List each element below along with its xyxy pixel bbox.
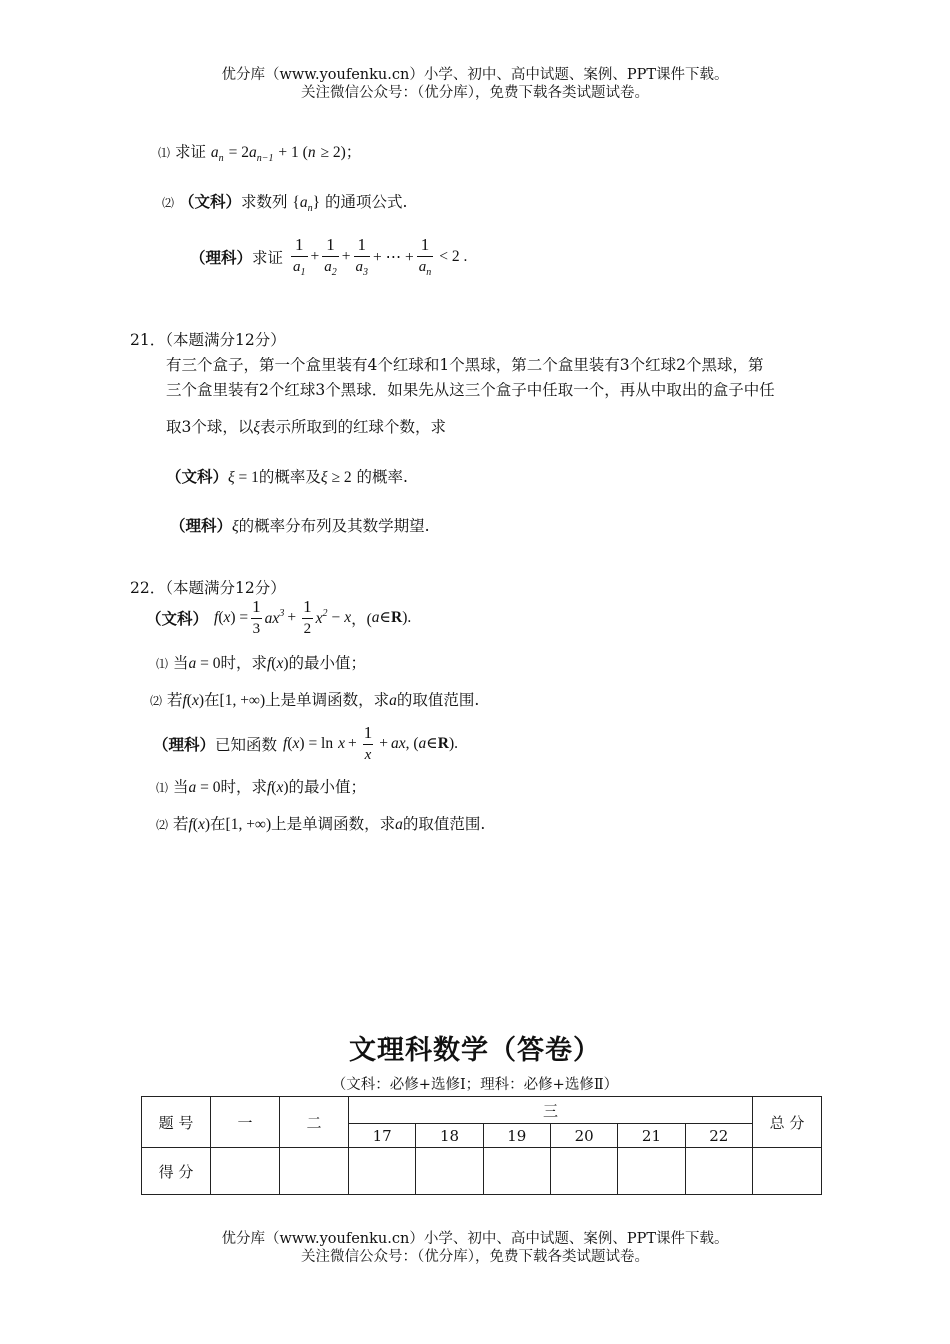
page-footer-line-2: 关注微信公众号：（优分库），免费下载各类试题试卷。 (301, 1249, 649, 1265)
answer-sheet-subtitle: （文科：必修+选修Ⅰ；理科：必修+选修Ⅱ） (331, 1077, 619, 1093)
score-cell-18[interactable] (416, 1148, 483, 1195)
q21-line-1: 有三个盒子，第一个盒里装有4个红球和1个黑球，第二个盒里装有3个红球2个黑球，第 (166, 356, 764, 374)
q22-wenke-part1: ⑴ 当a = 0时，求f(x)的最小值； (156, 654, 367, 672)
q20-part1: ⑴ 求证 $a_n = 2a_{n-1} + 1$ (n ≥ 2)； (158, 143, 362, 164)
page-header-line-1: 优分库（www.youfenku.cn）小学、初中、高中试题、案例、PPT课件下载。 (221, 67, 729, 83)
score-table (141, 1096, 822, 1195)
q21-header: 21．（本题满分12分） (130, 331, 286, 349)
answer-sheet-title: 文理科数学（答卷） (349, 1035, 601, 1066)
section-2-header: 二 (280, 1097, 349, 1148)
score-cell-22[interactable] (685, 1148, 752, 1195)
question-20-header: 20 (550, 1124, 617, 1148)
q22-wenke-part2: ⑵ 若f(x)在[1, +∞)上是单调函数，求a的取值范围. (150, 691, 480, 709)
q21-line-2: 三个盒里装有2个红球3个黑球．如果先从这三个盒子中任取一个，再从中取出的盒子中任 (166, 381, 775, 399)
score-cell-20[interactable] (550, 1148, 617, 1195)
score-cell-17[interactable] (349, 1148, 416, 1195)
section-3-header: 三 (349, 1097, 753, 1124)
q22-like-function: （理科） 已知函数 f ( x ) = ln x + $\frac{1}{x}$ + ax , ( a ∈ R ). (153, 723, 458, 763)
q22-like-part2: ⑵ 若f(x)在[1, +∞)上是单调函数，求a的取值范围. (156, 815, 486, 833)
score-cell-total[interactable] (753, 1148, 822, 1195)
q21-wenke: （文科）ξ = 1的概率及ξ ≥ 2 的概率. (166, 467, 408, 486)
q21-line-3: 取3个球，以ξ表示所取到的红球个数，求 (166, 418, 447, 436)
q22-header: 22．（本题满分12分） (130, 579, 286, 597)
question-17-header: 17 (349, 1124, 416, 1148)
q20-part2: ⑵ （文科）求数列 $\{a_n\}$ 的通项公式. (162, 192, 408, 214)
question-22-header: 22 (685, 1124, 752, 1148)
q22-like-part1: ⑴ 当a = 0时，求f(x)的最小值； (156, 778, 367, 796)
section-1-header: 一 (211, 1097, 280, 1148)
q22-wenke-function: （文科） f ( x ) = $\frac{1}{3}$ $ax^3$ + $\frac{1}{2}$ $x^2$ − x ，( a ∈ R ). (146, 597, 412, 637)
score-cell-21[interactable] (618, 1148, 685, 1195)
total-score-header: 总 分 (753, 1097, 822, 1148)
page-header-line-2: 关注微信公众号：（优分库），免费下载各类试题试卷。 (301, 85, 649, 101)
score-cell-19[interactable] (483, 1148, 550, 1195)
score-cell-1[interactable] (211, 1148, 280, 1195)
question-19-header: 19 (483, 1124, 550, 1148)
page-footer-line-1: 优分库（www.youfenku.cn）小学、初中、高中试题、案例、PPT课件下载。 (221, 1231, 729, 1247)
question-number-label: 题 号 (142, 1097, 211, 1148)
question-21-header: 21 (618, 1124, 685, 1148)
q20-like: （理科） 求证 $\frac{1}{a_1}$ + $\frac{1}{a_2}$ + $\frac{1}{a_3}$ + ⋯ + $\frac{1}{a_n}$ < 2 . (190, 235, 468, 278)
score-cell-2[interactable] (280, 1148, 349, 1195)
q21-like: （理科）ξ的概率分布列及其数学期望. (170, 516, 430, 535)
score-label: 得 分 (142, 1148, 211, 1195)
question-18-header: 18 (416, 1124, 483, 1148)
